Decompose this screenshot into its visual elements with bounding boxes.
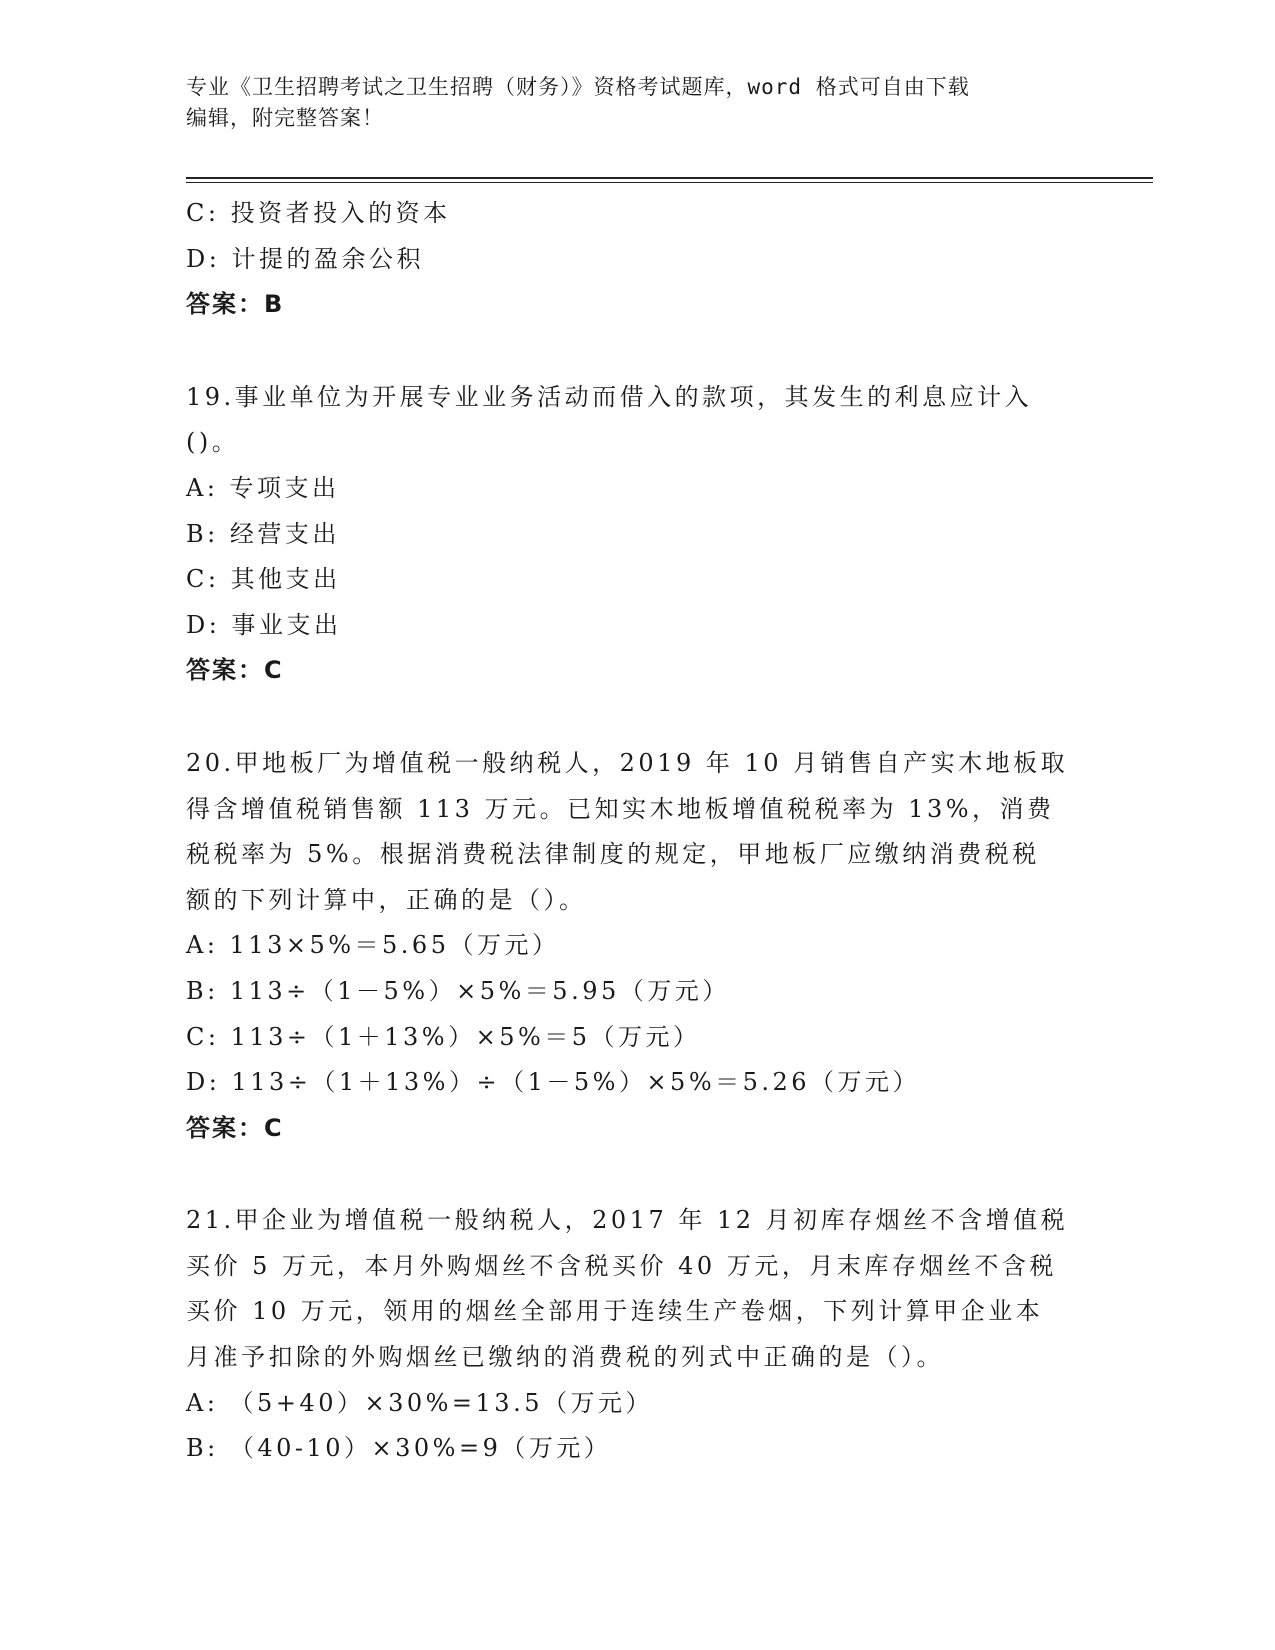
question-text-line: 19.事业单位为开展专业业务活动而借入的款项，其发生的利息应计入 bbox=[186, 382, 1033, 411]
question-text-line: 买价 10 万元，领用的烟丝全部用于连续生产卷烟，下列计算甲企业本 bbox=[186, 1297, 1044, 1326]
option-c: C: 投资者投入的资本 bbox=[186, 199, 451, 227]
option-a: A: （5+40）×30%=13.5（万元） bbox=[186, 1388, 653, 1417]
option-b: B: 113÷（1－5%）×5%＝5.95（万元） bbox=[186, 976, 730, 1005]
answer-line: 答案：C bbox=[186, 656, 284, 685]
question-21 bbox=[186, 1198, 1086, 1472]
answer-line: 答案：C bbox=[186, 1113, 284, 1142]
document-body bbox=[186, 191, 1086, 1472]
option-a: A: 专项支出 bbox=[186, 473, 340, 502]
question-stem bbox=[186, 375, 1066, 466]
question-text-line: 买价 5 万元，本月外购烟丝不含税买价 40 万元，月末库存烟丝不含税 bbox=[186, 1251, 1057, 1280]
option-c: C: 其他支出 bbox=[186, 565, 341, 594]
option-d: D: 事业支出 bbox=[186, 610, 342, 639]
spacer bbox=[186, 328, 1086, 375]
question-text-line: 额的下列计算中，正确的是（）。 bbox=[186, 885, 587, 914]
question-stem bbox=[186, 1198, 1069, 1380]
prev-question bbox=[186, 191, 1086, 328]
question-text-line: 20.甲地板厂为增值税一般纳税人，2019 年 10 月销售自产实木地板取 bbox=[186, 748, 1069, 777]
header-line-1: 专业《卫生招聘考试之卫生招聘（财务）》资格考试题库，word 格式可自由下载 bbox=[186, 75, 970, 99]
question-stem bbox=[186, 741, 1069, 923]
option-a: A: 113×5%＝5.65（万元） bbox=[186, 931, 560, 960]
spacer bbox=[186, 1151, 1086, 1198]
header-line-2: 编辑，附完整答案！ bbox=[186, 106, 384, 130]
option-b: B: （40-10）×30%=9（万元） bbox=[186, 1434, 612, 1463]
answer-line: 答案：B bbox=[186, 290, 285, 319]
option-d: D: 计提的盈余公积 bbox=[186, 244, 424, 273]
question-text-line: 税税率为 5%。根据消费税法律制度的规定，甲地板厂应缴纳消费税税 bbox=[186, 840, 1040, 869]
question-text-line: 21.甲企业为增值税一般纳税人，2017 年 12 月初库存烟丝不含增值税 bbox=[186, 1206, 1069, 1235]
spacer bbox=[186, 694, 1086, 741]
question-19 bbox=[186, 375, 1086, 694]
header-divider-thick bbox=[186, 177, 1153, 179]
question-20 bbox=[186, 741, 1086, 1151]
document-header bbox=[186, 72, 1066, 134]
question-text-line: ()。 bbox=[186, 428, 240, 457]
question-text-line: 得含增值税销售额 113 万元。已知实木地板增值税税率为 13%，消费 bbox=[186, 794, 1055, 823]
option-c: C: 113÷（1＋13%）×5%＝5（万元） bbox=[186, 1022, 701, 1051]
option-d: D: 113÷（1＋13%）÷（1－5%）×5%＝5.26（万元） bbox=[186, 1068, 921, 1097]
header-divider-thin bbox=[186, 182, 1153, 183]
option-b: B: 经营支出 bbox=[186, 519, 340, 548]
question-text-line: 月准予扣除的外购烟丝已缴纳的消费税的列式中正确的是（）。 bbox=[186, 1343, 944, 1372]
